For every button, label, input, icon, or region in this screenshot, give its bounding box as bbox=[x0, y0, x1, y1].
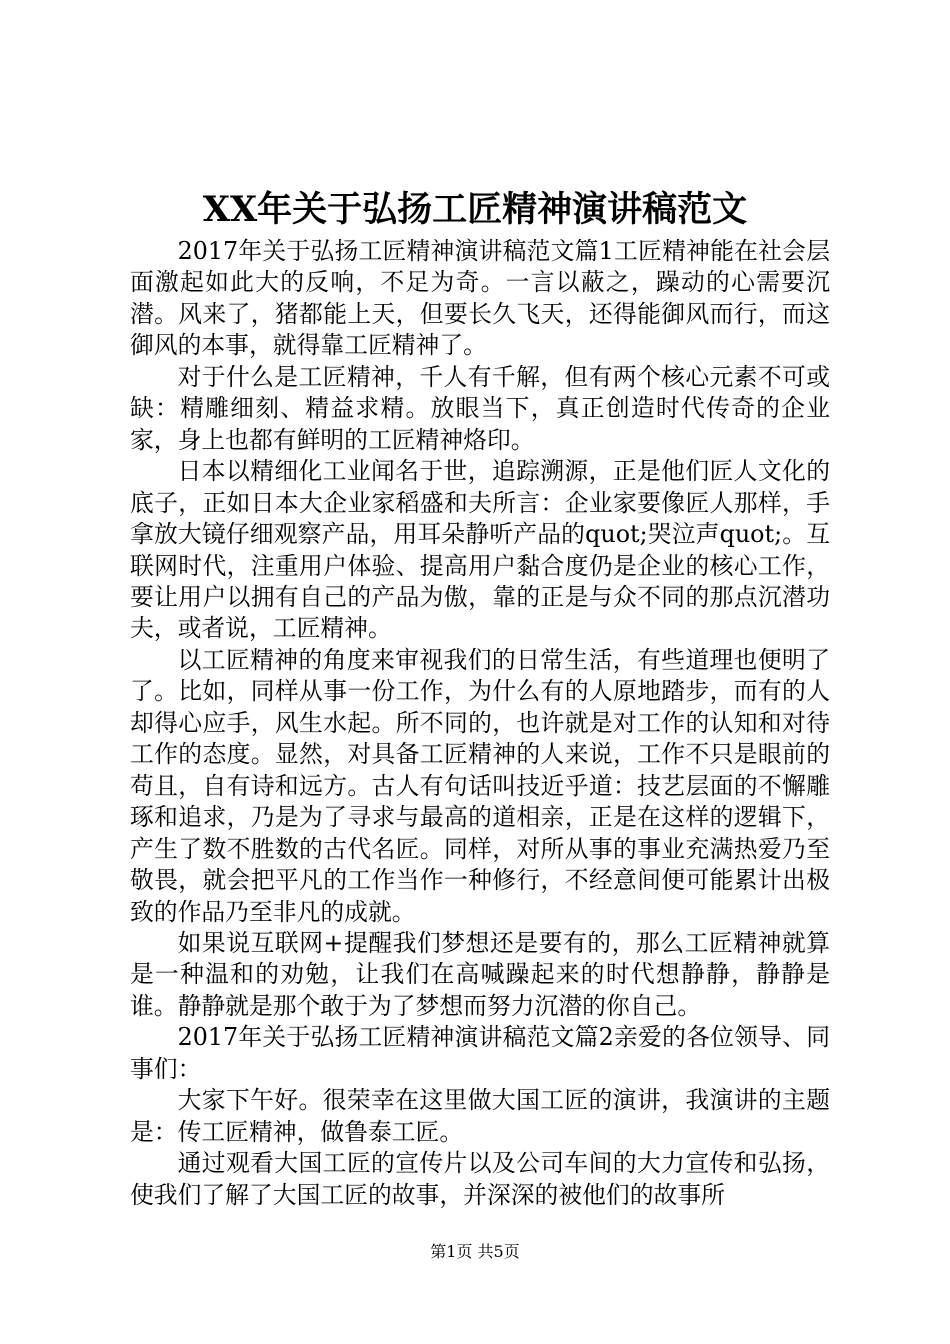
paragraph-5: 如果说互联网+提醒我们梦想还是要有的，那么工匠精神就算是一种温和的劝勉，让我们在高喊躁起来的时代想静静，静静是谁。静静就是那个敢于为了梦想而努力沉潜的你自己。 bbox=[130, 928, 830, 1020]
paragraph-7: 大家下午好。很荣幸在这里做大国工匠的演讲，我演讲的主题是：传工匠精神，做鲁泰工匠。 bbox=[130, 1086, 830, 1146]
paragraph-8: 通过观看大国工匠的宣传片以及公司车间的大力宣传和弘扬，使我们了解了大国工匠的故事，并深深的被他们的故事所 bbox=[130, 1149, 830, 1209]
page-number-footer: 第1页 共5页 bbox=[430, 1242, 520, 1261]
paragraph-1: 2017年关于弘扬工匠精神演讲稿范文篇1工匠精神能在社会层面激起如此大的反响，不足为奇。一言以蔽之，躁动的心需要沉潜。风来了，猪都能上天，但要长久飞天，还得能御风而行，而这御风的本事，就得靠工匠精神了。 bbox=[130, 237, 830, 360]
document-body bbox=[130, 236, 830, 1211]
document-title: XX年关于弘扬工匠精神演讲稿范文 bbox=[202, 189, 748, 230]
paragraph-2: 对于什么是工匠精神，千人有千解，但有两个核心元素不可或缺：精雕细刻、精益求精。放眼当下，真正创造时代传奇的企业家，身上也都有鲜明的工匠精神烙印。 bbox=[130, 362, 830, 454]
paragraph-4: 以工匠精神的角度来审视我们的日常生活，有些道理也便明了了。比如，同样从事一份工作，为什么有的人原地踏步，而有的人却得心应手，风生水起。所不同的，也许就是对工作的认知和对待工作的态度。显然，对具备工匠精神的人来说，工作不只是眼前的苟且，自有诗和远方。古人有句话叫技近乎道：技艺层面的不懈雕琢和追求，乃是为了寻求与最高的道相亲，正是在这样的逻辑下，产生了数不胜数的古代名匠。同样，对所从事的事业充满热爱乃至敬畏，就会把平凡的工作当作一种修行，不经意间便可能累计出极致的作品乃至非凡的成就。 bbox=[130, 645, 830, 926]
paragraph-6: 2017年关于弘扬工匠精神演讲稿范文篇2亲爱的各位领导、同事们： bbox=[130, 1023, 830, 1083]
paragraph-3: 日本以精细化工业闻名于世，追踪溯源，正是他们匠人文化的底子，正如日本大企业家稻盛和夫所言：企业家要像匠人那样，手拿放大镜仔细观察产品，用耳朵静听产品的quot;哭泣声quot;。互联网时代，注重用户体验、提高用户黏合度仍是企业的核心工作，要让用户以拥有自己的产品为傲，靠的正是与众不同的那点沉潜功夫，或者说，工匠精神。 bbox=[130, 457, 830, 643]
